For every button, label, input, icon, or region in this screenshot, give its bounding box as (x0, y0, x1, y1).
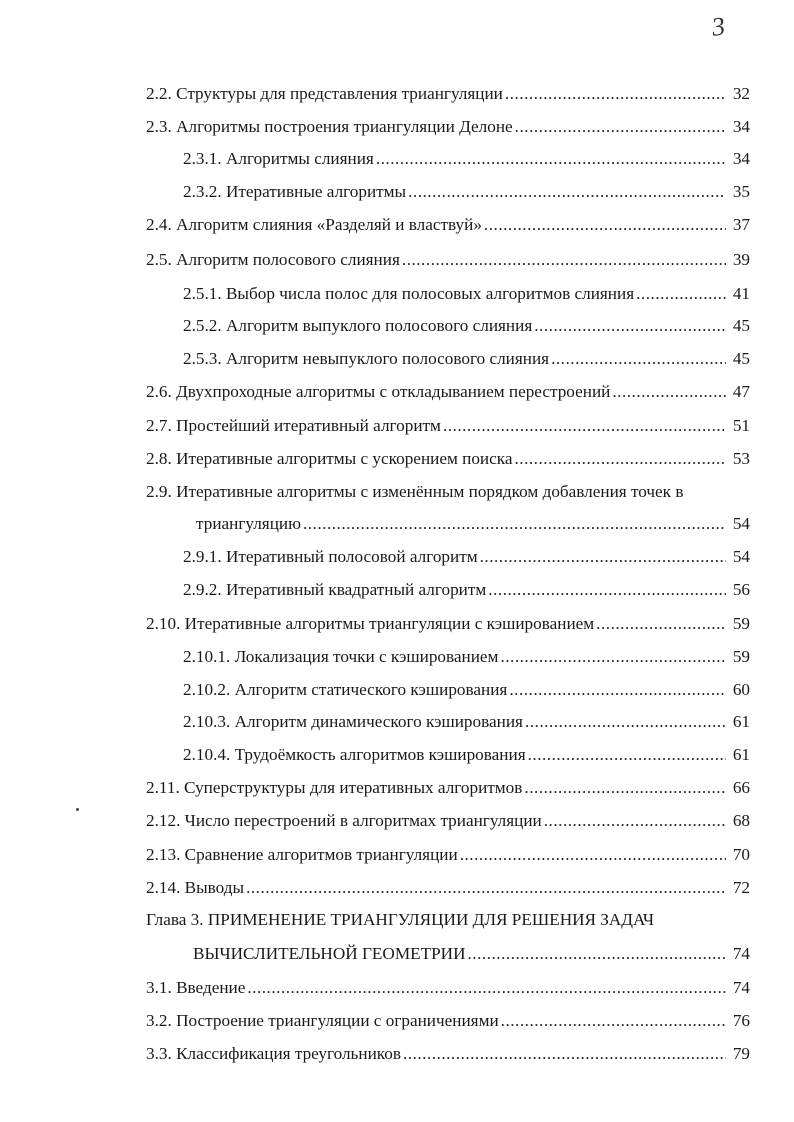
toc-entry[interactable] (0, 643, 794, 671)
toc-entry[interactable] (0, 576, 794, 604)
toc-entry-title: триангуляцию (196, 514, 301, 533)
toc-entry[interactable] (0, 1007, 794, 1035)
toc-entry-page: 74 (732, 944, 750, 963)
toc-entry-title: 2.9. Итеративные алгоритмы с изменённым порядком добавления точек в (146, 482, 684, 501)
toc-entry-page: 34 (732, 117, 750, 136)
toc-entry[interactable] (0, 874, 794, 902)
toc-entry-title: 2.12. Число перестроений в алгоритмах триангуляции (146, 811, 542, 830)
toc-leader (596, 610, 726, 638)
toc-leader (480, 543, 726, 571)
toc-entry[interactable] (0, 312, 794, 340)
toc-entry-page: 32 (732, 84, 750, 103)
toc-entry[interactable] (0, 445, 794, 473)
toc-entry-title: 2.10.2. Алгоритм статического кэширования (183, 680, 508, 699)
toc-chapter-heading[interactable] (0, 906, 794, 934)
toc-entry[interactable] (0, 510, 794, 538)
toc-entry-page: 59 (732, 614, 750, 633)
toc-entry-title: Глава 3. ПРИМЕНЕНИЕ ТРИАНГУЛЯЦИИ ДЛЯ РЕШЕНИЯ ЗАДАЧ (146, 910, 655, 929)
toc-leader (408, 178, 726, 206)
toc-entry-title: 3.3. Классификация треугольников (146, 1044, 401, 1063)
toc-leader (303, 510, 726, 538)
toc-entry-title: 2.3.2. Итеративные алгоритмы (183, 182, 407, 201)
toc-entry-page: 54 (732, 514, 750, 533)
toc-leader (246, 874, 726, 902)
toc-leader (460, 841, 726, 869)
toc-leader (443, 412, 726, 440)
toc-entry-page: 66 (732, 778, 750, 797)
toc-leader (514, 445, 726, 473)
toc-entry-title: 2.7. Простейший итеративный алгоритм (146, 416, 441, 435)
toc-entry-page: 35 (732, 182, 750, 201)
toc-leader (500, 643, 726, 671)
toc-entry-page: 37 (732, 215, 750, 234)
toc-leader (467, 940, 726, 968)
toc-entry-page: 61 (732, 712, 750, 731)
toc-entry-title: 3.2. Построение триангуляции с ограничениями (146, 1011, 499, 1030)
toc-leader (612, 378, 726, 406)
toc-entry-title: 2.10.4. Трудоёмкость алгоритмов кэширования (183, 745, 526, 764)
toc-leader (403, 1040, 726, 1068)
toc-entry-page: 59 (732, 647, 750, 666)
toc-entry-title: 2.2. Структуры для представления триангуляции (146, 84, 503, 103)
toc-entry-page: 68 (732, 811, 750, 830)
toc-entry-title: 2.8. Итеративные алгоритмы с ускорением поиска (146, 449, 513, 468)
toc-entry-page: 54 (732, 547, 750, 566)
toc-entry[interactable] (0, 378, 794, 406)
toc-entry-title: 2.9.2. Итеративный квадратный алгоритм (183, 580, 487, 599)
toc-entry-title: 2.11. Суперструктуры для итеративных алгоритмов (146, 778, 523, 797)
toc-entry[interactable] (0, 741, 794, 769)
toc-leader (525, 708, 726, 736)
toc-entry-page: 76 (732, 1011, 750, 1030)
toc-leader (488, 576, 726, 604)
toc-entry-title: 2.10. Итеративные алгоритмы триангуляции с кэшированием (146, 614, 595, 633)
toc-entry-title: 2.10.1. Локализация точки с кэшированием (183, 647, 499, 666)
toc-entry-title: 2.13. Сравнение алгоритмов триангуляции (146, 845, 458, 864)
toc-entry-page: 41 (732, 284, 750, 303)
toc-entry-page: 70 (732, 845, 750, 864)
toc-entry-title: ВЫЧИСЛИТЕЛЬНОЙ ГЕОМЕТРИИ (193, 944, 466, 963)
toc-entry-title: 2.3.1. Алгоритмы слияния (183, 149, 374, 168)
toc-entry-page: 60 (732, 680, 750, 699)
toc-entry[interactable] (0, 345, 794, 373)
toc-entry-page: 45 (732, 316, 750, 335)
toc-entry[interactable] (0, 774, 794, 802)
toc-entry-title: 2.5.1. Выбор числа полос для полосовых алгоритмов слияния (183, 284, 635, 303)
toc-leader (247, 974, 726, 1002)
toc-leader (528, 741, 726, 769)
toc-entry[interactable] (0, 246, 794, 274)
toc-entry-page: 56 (732, 580, 750, 599)
toc-entry-page: 47 (732, 382, 750, 401)
toc-leader (515, 113, 726, 141)
toc-entry[interactable] (0, 80, 794, 108)
toc-entry[interactable] (0, 113, 794, 141)
toc-entry-title: 2.3. Алгоритмы построения триангуляции Делоне (146, 117, 513, 136)
toc-entry[interactable] (0, 676, 794, 704)
toc-entry-title: 3.1. Введение (146, 978, 246, 997)
toc-entry[interactable] (0, 708, 794, 736)
toc-leader (551, 345, 726, 373)
toc-leader (484, 211, 726, 239)
toc-leader (636, 280, 726, 308)
toc-entry[interactable] (0, 807, 794, 835)
toc-entry-title: 2.9.1. Итеративный полосовой алгоритм (183, 547, 478, 566)
toc-entry[interactable] (0, 145, 794, 173)
toc-entry[interactable] (0, 412, 794, 440)
toc-entry[interactable] (0, 280, 794, 308)
toc-entry-page: 45 (732, 349, 750, 368)
toc-entry-page: 72 (732, 878, 750, 897)
toc-entry-title: 2.14. Выводы (146, 878, 245, 897)
toc-entry-page: 79 (732, 1044, 750, 1063)
toc-entry[interactable] (0, 1040, 794, 1068)
toc-entry-page: 61 (732, 745, 750, 764)
toc-entry[interactable] (0, 211, 794, 239)
toc-leader (509, 676, 726, 704)
page-number: 3 (709, 11, 727, 42)
toc-entry-page: 74 (732, 978, 750, 997)
toc-entry[interactable] (0, 543, 794, 571)
toc-leader (534, 312, 726, 340)
toc-entry[interactable] (0, 478, 794, 506)
toc-entry-title: 2.5. Алгоритм полосового слияния (146, 250, 400, 269)
toc-leader (501, 1007, 726, 1035)
toc-entry[interactable] (0, 974, 794, 1002)
toc-leader (505, 80, 726, 108)
toc-entry-page: 39 (732, 250, 750, 269)
toc-entry-title: 2.10.3. Алгоритм динамического кэширования (183, 712, 523, 731)
toc-entry-page: 51 (732, 416, 750, 435)
toc-entry[interactable] (0, 178, 794, 206)
toc-entry[interactable] (0, 610, 794, 638)
toc-leader (544, 807, 726, 835)
toc-entry-title: 2.5.2. Алгоритм выпуклого полосового слияния (183, 316, 533, 335)
toc-entry[interactable] (0, 940, 794, 968)
toc-leader (376, 145, 726, 173)
toc-entry-page: 53 (732, 449, 750, 468)
toc-entry-page: 34 (732, 149, 750, 168)
toc-entry-title: 2.4. Алгоритм слияния «Разделяй и властвуй» (146, 215, 482, 234)
toc-entry-title: 2.6. Двухпроходные алгоритмы с откладыванием перестроений (146, 382, 611, 401)
toc-entry[interactable] (0, 841, 794, 869)
toc-entry-title: 2.5.3. Алгоритм невыпуклого полосового слияния (183, 349, 550, 368)
toc-leader (402, 246, 726, 274)
toc-leader (524, 774, 726, 802)
